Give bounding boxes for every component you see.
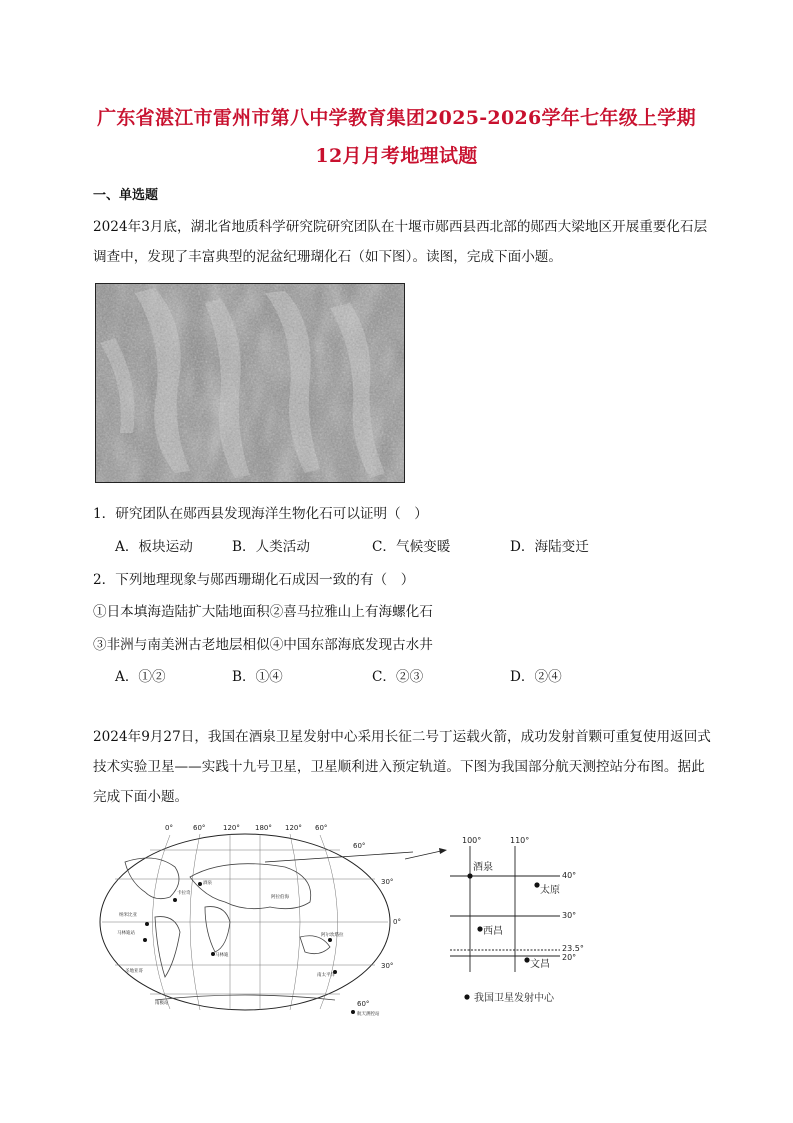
- lat-label: 30°: [381, 878, 394, 886]
- map-legend-label: 航天测控站: [357, 1012, 380, 1017]
- site-label-jiuquan: 酒泉: [473, 862, 493, 873]
- station-label: 马林迪: [215, 953, 229, 958]
- station-label: 酒泉: [203, 881, 212, 886]
- q1-option-c[interactable]: C．气候变暖: [372, 539, 451, 555]
- station-label: 卡拉奇: [177, 891, 191, 896]
- inset-lon-label: 100°: [462, 836, 482, 845]
- lon-label: 120°: [285, 824, 302, 832]
- doc-title-line2: 12月月考地理试题: [315, 145, 478, 167]
- station-label: 南太平洋: [317, 973, 335, 978]
- lon-label: 60°: [315, 824, 328, 832]
- question-2-stem: 2．下列地理现象与郧西珊瑚化石成因一致的有（ ）: [93, 572, 415, 588]
- station-label: 圣地亚哥: [125, 969, 143, 974]
- q2-option-c[interactable]: C．②③: [372, 669, 424, 685]
- intro-paragraph-2: 2024年9月27日，我国在酒泉卫星发射中心采用长征二号丁运载火箭，成功发射首颗可重复使用返回式技术实验卫星——实践十九号卫星，卫星顺利进入预定轨道。下图为我国部分航天测控站分布图。据此完成下面小题。: [93, 729, 711, 805]
- q1-option-a[interactable]: A．板块运动: [115, 539, 193, 555]
- coral-fossil-photo: [95, 283, 405, 483]
- site-label-xichang: 西昌: [483, 926, 503, 937]
- inset-lat-label: 23.5°: [562, 944, 584, 953]
- inset-lat-label: 30°: [562, 911, 577, 920]
- lon-label: 180°: [255, 824, 272, 832]
- lat-label: 30°: [381, 962, 394, 970]
- china-launch-center-inset: [440, 830, 610, 1020]
- q2-option-d[interactable]: D．②④: [510, 669, 562, 685]
- site-xichang-marker: [477, 926, 482, 931]
- lat-label: 60°: [353, 842, 366, 850]
- section-heading: 一、单选题: [93, 188, 159, 203]
- q2-option-a[interactable]: A．①②: [115, 669, 166, 685]
- lat-label: 0°: [393, 918, 401, 926]
- q2-option-b[interactable]: B．①④: [232, 669, 283, 685]
- intro-paragraph-1: 2024年3月底，湖北省地质科学研究院研究团队在十堰市郧西县西北部的郧西大梁地区开展重要化石层调查中，发现了丰富典型的泥盆纪珊瑚化石（如下图）。读图，完成下面小题。: [93, 219, 708, 265]
- station-label: 纳米比亚: [119, 913, 137, 918]
- inset-lat-label: 40°: [562, 871, 577, 880]
- station-label: 马林迪站: [117, 931, 135, 936]
- question-2-statements-1: ①日本填海造陆扩大陆地面积②喜马拉雅山上有海螺化石: [93, 604, 433, 620]
- station-label: 阿拉伯海: [271, 895, 289, 900]
- site-jiuquan-marker: [467, 873, 472, 878]
- question-1-stem: 1．研究团队在郧西县发现海洋生物化石可以证明（ ）: [93, 506, 428, 522]
- lon-label: 120°: [223, 824, 240, 832]
- inset-lon-label: 110°: [510, 836, 530, 845]
- question-2-statements-2: ③非洲与南美洲古老地层相似④中国东部海底发现古水井: [93, 637, 433, 653]
- inset-legend-label: 我国卫星发射中心: [474, 993, 554, 1004]
- lat-label: 60°: [357, 1000, 370, 1008]
- q1-option-d[interactable]: D．海陆变迁: [510, 539, 589, 555]
- lon-label: 60°: [193, 824, 206, 832]
- q1-option-b[interactable]: B．人类活动: [232, 539, 310, 555]
- site-taiyuan-marker: [534, 882, 539, 887]
- station-label: 南极站: [155, 1001, 169, 1006]
- station-label: 阿尔坎塔拉: [321, 933, 344, 938]
- world-tracking-station-map: [95, 822, 413, 1020]
- inset-lat-label: 20°: [562, 953, 577, 962]
- site-label-taiyuan: 太原: [540, 885, 560, 896]
- site-label-wenchang: 文昌: [530, 959, 550, 970]
- legend-marker: [464, 994, 469, 999]
- doc-title-line1: 广东省湛江市雷州市第八中学教育集团2025-2026学年七年级上学期: [97, 107, 696, 129]
- site-wenchang-marker: [524, 957, 529, 962]
- lon-label: 0°: [165, 824, 173, 832]
